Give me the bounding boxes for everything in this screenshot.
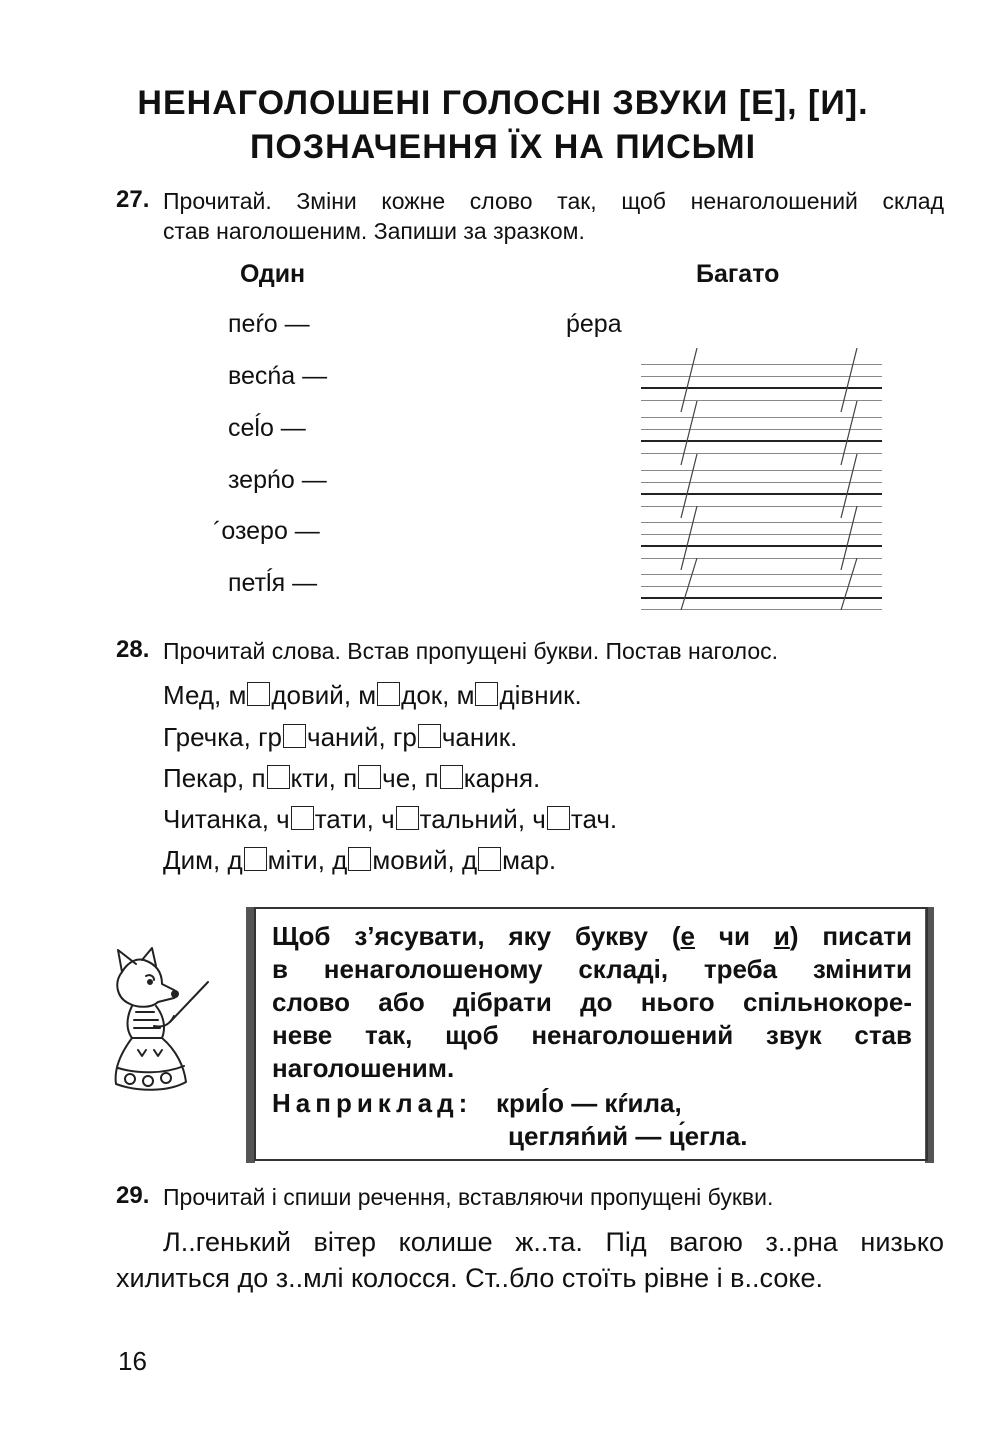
letter-box[interactable] [478,847,501,871]
example-2: цегляńий — ц́егла. [508,1121,748,1151]
letter-box[interactable] [440,765,463,789]
text-fragment: док, м [401,680,475,710]
letter-box[interactable] [377,682,400,706]
rule-line: слово або дібрати до нього спільнокоре- [272,987,912,1017]
text-fragment: тальний, ч [419,804,546,834]
column-header-one: Один [240,260,306,288]
word-item: весńа — [228,362,328,390]
letter-box[interactable] [283,724,306,748]
letter-box[interactable] [348,847,371,871]
column-header-many: Багато [696,260,780,288]
letter-box[interactable] [267,765,290,789]
exercise-27-instruction-2: став наголошеним. Запиши за зразком. [163,218,585,244]
text-fragment: чаник. [441,722,518,752]
exercise-29-instruction: Прочитай і спиши речення, вставляючи пропущені букви. [163,1184,774,1210]
rule-line [272,920,912,953]
writing-line[interactable] [641,558,882,610]
exercise-28-instruction: Прочитай слова. Встав пропущені букви. Постав наголос. [163,638,779,664]
rule-text-fragment: чи [694,921,774,951]
text-fragment: Пекар, п [163,763,266,793]
fox-teacher-illustration [108,946,218,1094]
letter-box[interactable] [358,765,381,789]
text-fragment: че, п [382,763,439,793]
exercise-28-number: 28. [116,636,150,663]
letter-box[interactable] [547,806,570,830]
letter-box[interactable] [418,724,441,748]
sample-answer: ṕера [566,310,622,338]
exercise-28-line [163,722,517,753]
text-fragment: карня. [463,763,541,793]
text-fragment: мовий, д [372,845,478,875]
rule-letter-y: и [773,921,790,951]
exercise-27-instruction-1: Прочитай. Зміни кожне слово так, щоб ненаголошений склад [163,188,944,214]
text-fragment: Гречка, гр [163,722,283,752]
text-fragment: міти, д [267,845,348,875]
word-item: зерńо — [228,466,327,494]
text-fragment: Мед, м [163,680,247,710]
letter-box[interactable] [396,806,419,830]
text-fragment: кти, п [290,763,358,793]
exercise-28-line [163,845,556,876]
exercise-27-number: 27. [116,186,150,213]
text-fragment: довий, м [271,680,377,710]
text-fragment: чаний, гр [307,722,417,752]
example-1: криĺо — кŕила, [496,1088,682,1118]
rule-line: неве так, щоб ненаголошений звук став [272,1020,912,1050]
rule-text-fragment: ) писати [789,921,912,951]
rule-text-fragment: Щоб з’ясувати, яку букву ( [272,921,681,951]
example-label: Наприклад: [272,1088,473,1118]
text-fragment: Дим, д [163,845,243,875]
word-item: ´озеро — [213,517,320,545]
rule-line: в ненаголошеному складі, треба змінити [272,954,912,984]
text-fragment: мар. [502,845,557,875]
heading-line-1: НЕНАГОЛОШЕНІ ГОЛОСНІ ЗВУКИ [Е], [И]. [137,84,869,122]
word-item: петĺя — [228,569,318,597]
word-item: сеĺо — [228,414,306,442]
letter-box[interactable] [247,682,270,706]
word-item: пеŕо — [228,310,310,338]
text-fragment: дівник. [499,680,582,710]
text-fragment: Читанка, ч [163,804,290,834]
rule-letter-e: е [680,921,695,951]
page-number: 16 [118,1346,147,1376]
exercise-28-line [163,763,540,794]
exercise-28-line [163,680,582,711]
letter-box[interactable] [291,806,314,830]
exercise-29-number: 29. [116,1182,150,1209]
text-fragment: тач. [570,804,618,834]
text-fragment: тати, ч [314,804,395,834]
exercise-28-line [163,804,617,835]
letter-box[interactable] [475,682,498,706]
heading-line-2: ПОЗНАЧЕННЯ ЇХ НА ПИСЬМІ [249,128,757,166]
exercise-29-text: Л..генький вітер колише ж..та. Під вагою з..рна низько хилиться до з..млі колосся. Ст..бло стоїть рівне і в..соке. [116,1227,944,1293]
letter-box[interactable] [244,847,267,871]
rule-line: наголошеним. [272,1053,455,1083]
